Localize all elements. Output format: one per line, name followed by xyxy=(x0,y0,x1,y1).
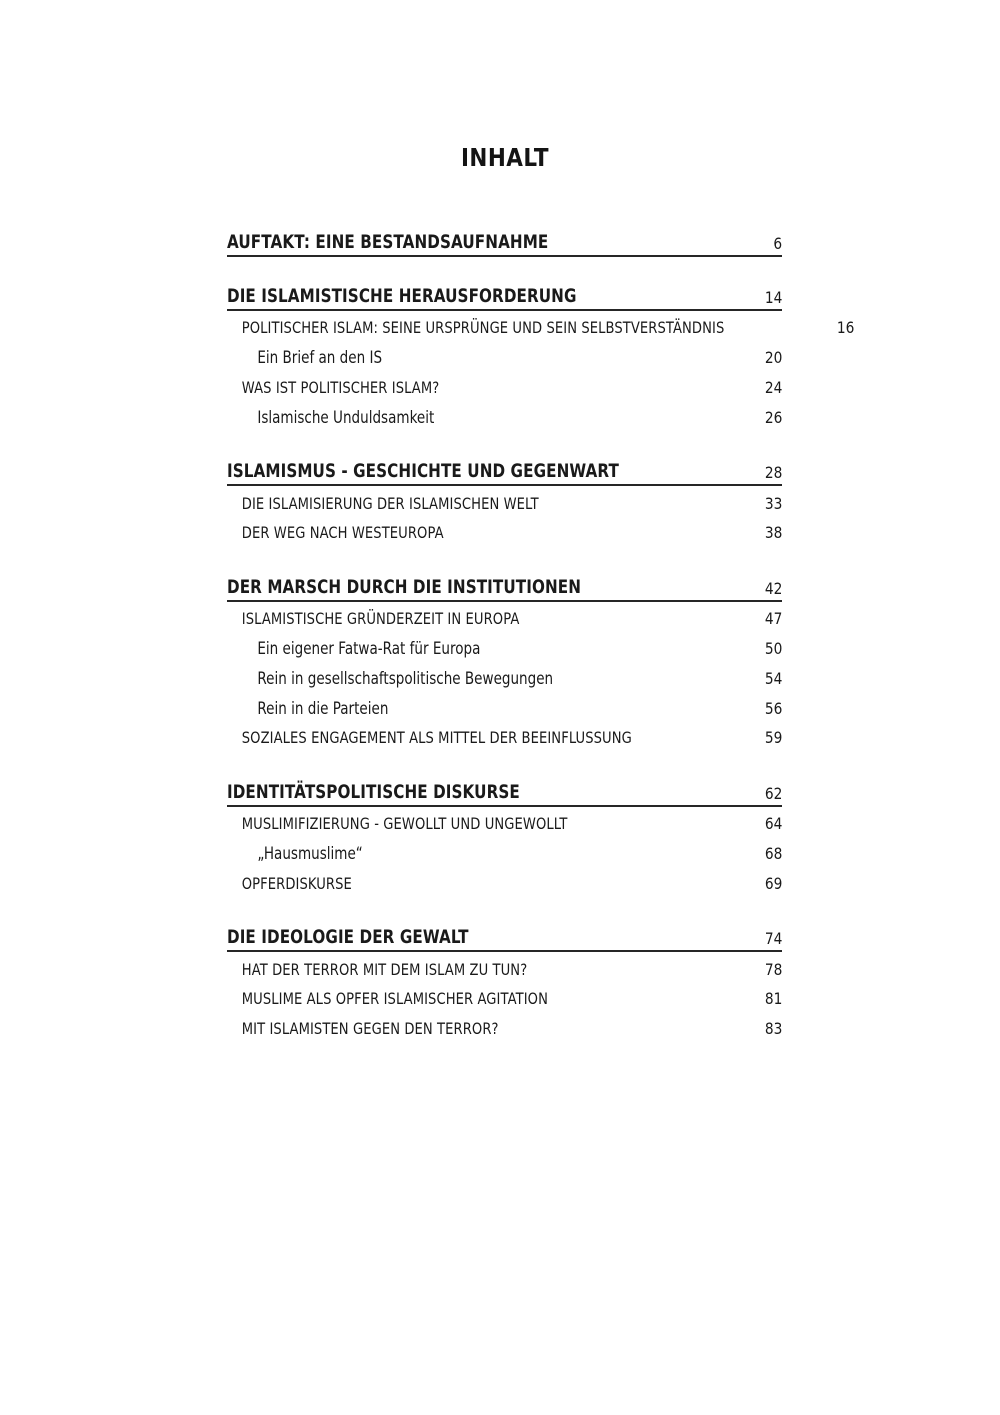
toc-entry xyxy=(227,1014,782,1044)
chapter-title: IDENTITÄTSPOLITISCHE DISKURSE xyxy=(227,780,520,803)
chapter-page-number: 6 xyxy=(773,234,782,253)
toc-entry xyxy=(227,868,782,898)
entry-title: MUSLIMIFIZIERUNG - GEWOLLT UND UNGEWOLLT xyxy=(241,814,568,834)
chapter-page-number: 28 xyxy=(764,463,782,483)
chapter-heading xyxy=(227,779,782,807)
toc-entry xyxy=(227,402,782,432)
toc-entry xyxy=(227,313,854,343)
entry-page-number: 81 xyxy=(764,989,782,1009)
entry-title: MUSLIME ALS OPFER ISLAMISCHER AGITATION xyxy=(241,989,548,1009)
entry-page-number: 47 xyxy=(764,609,782,629)
toc-entry xyxy=(227,663,782,693)
entry-title: WAS IST POLITISCHER ISLAM? xyxy=(241,377,440,397)
page-title: INHALT xyxy=(460,143,550,172)
entry-title: SOZIALES ENGAGEMENT ALS MITTEL DER BEEINFLUSSUNG xyxy=(241,728,632,748)
chapter-title: DER MARSCH DURCH DIE INSTITUTIONEN xyxy=(227,575,582,598)
entry-title: Rein in gesellschaftspolitische Bewegungen xyxy=(257,668,554,688)
table-of-contents xyxy=(227,229,854,1070)
entry-title: MIT ISLAMISTEN GEGEN DEN TERROR? xyxy=(241,1019,499,1039)
toc-entry xyxy=(227,488,782,518)
entry-page-number: 59 xyxy=(764,728,782,748)
entry-page-number: 54 xyxy=(764,668,782,688)
toc-entry xyxy=(227,984,782,1014)
toc-entry xyxy=(227,343,782,373)
toc-chapter xyxy=(227,574,782,753)
entry-title: Ein eigener Fatwa-Rat für Europa xyxy=(257,638,481,658)
entry-title: DIE ISLAMISIERUNG DER ISLAMISCHEN WELT xyxy=(241,493,539,513)
chapter-title: AUFTAKT: EINE BESTANDSAUFNAHME xyxy=(227,231,549,253)
toc-entry xyxy=(227,839,782,869)
toc-entry xyxy=(227,373,782,403)
toc-entry xyxy=(227,634,782,664)
entry-page-number: 68 xyxy=(764,843,782,863)
chapter-heading xyxy=(227,924,782,952)
chapter-title: ISLAMISMUS - GESCHICHTE UND GEGENWART xyxy=(227,460,619,483)
chapter-heading xyxy=(227,229,782,257)
toc-entry xyxy=(227,954,782,984)
entry-page-number: 26 xyxy=(764,407,782,427)
entry-title: DER WEG NACH WESTEUROPA xyxy=(241,523,444,543)
entry-page-number: 20 xyxy=(764,348,782,368)
chapter-page-number: 62 xyxy=(764,783,782,803)
entry-page-number: 69 xyxy=(764,873,782,893)
entry-title: HAT DER TERROR MIT DEM ISLAM ZU TUN? xyxy=(241,959,528,979)
toc-entry xyxy=(227,809,782,839)
toc-chapter xyxy=(227,924,782,1043)
entry-page-number: 64 xyxy=(764,814,782,834)
entry-title: Islamische Unduldsamkeit xyxy=(257,407,435,427)
chapter-heading xyxy=(227,283,782,311)
entry-page-number: 56 xyxy=(764,698,782,718)
toc-chapter xyxy=(227,229,782,257)
entry-title: POLITISCHER ISLAM: SEINE URSPRÜNGE UND SEIN SELBSTVERSTÄNDNIS xyxy=(241,318,725,338)
chapter-heading xyxy=(227,574,782,602)
entry-title: ISLAMISTISCHE GRÜNDERZEIT IN EUROPA xyxy=(241,609,520,629)
entry-title: Rein in die Parteien xyxy=(257,698,389,718)
chapter-title: DIE ISLAMISTISCHE HERAUSFORDERUNG xyxy=(227,285,577,307)
toc-chapter xyxy=(227,283,854,432)
entry-title: Ein Brief an den IS xyxy=(257,348,383,368)
entry-page-number: 50 xyxy=(764,638,782,658)
toc-entry xyxy=(227,604,782,634)
entry-page-number: 33 xyxy=(764,493,782,513)
entry-page-number: 83 xyxy=(764,1019,782,1039)
entry-page-number: 78 xyxy=(764,959,782,979)
chapter-page-number: 74 xyxy=(764,929,782,949)
chapter-page-number: 42 xyxy=(764,578,782,598)
toc-entry xyxy=(227,693,782,723)
toc-entry xyxy=(227,723,782,753)
chapter-page-number: 14 xyxy=(764,288,782,307)
toc-entry xyxy=(227,518,782,548)
toc-chapter xyxy=(227,458,782,548)
entry-title: „Hausmuslime“ xyxy=(257,843,363,863)
entry-page-number: 38 xyxy=(764,523,782,543)
entry-page-number: 24 xyxy=(764,377,782,397)
chapter-title: DIE IDEOLOGIE DER GEWALT xyxy=(227,926,469,949)
entry-title: OPFERDISKURSE xyxy=(241,873,352,893)
entry-page-number: 16 xyxy=(836,318,854,338)
chapter-heading xyxy=(227,458,782,486)
toc-chapter xyxy=(227,779,782,898)
